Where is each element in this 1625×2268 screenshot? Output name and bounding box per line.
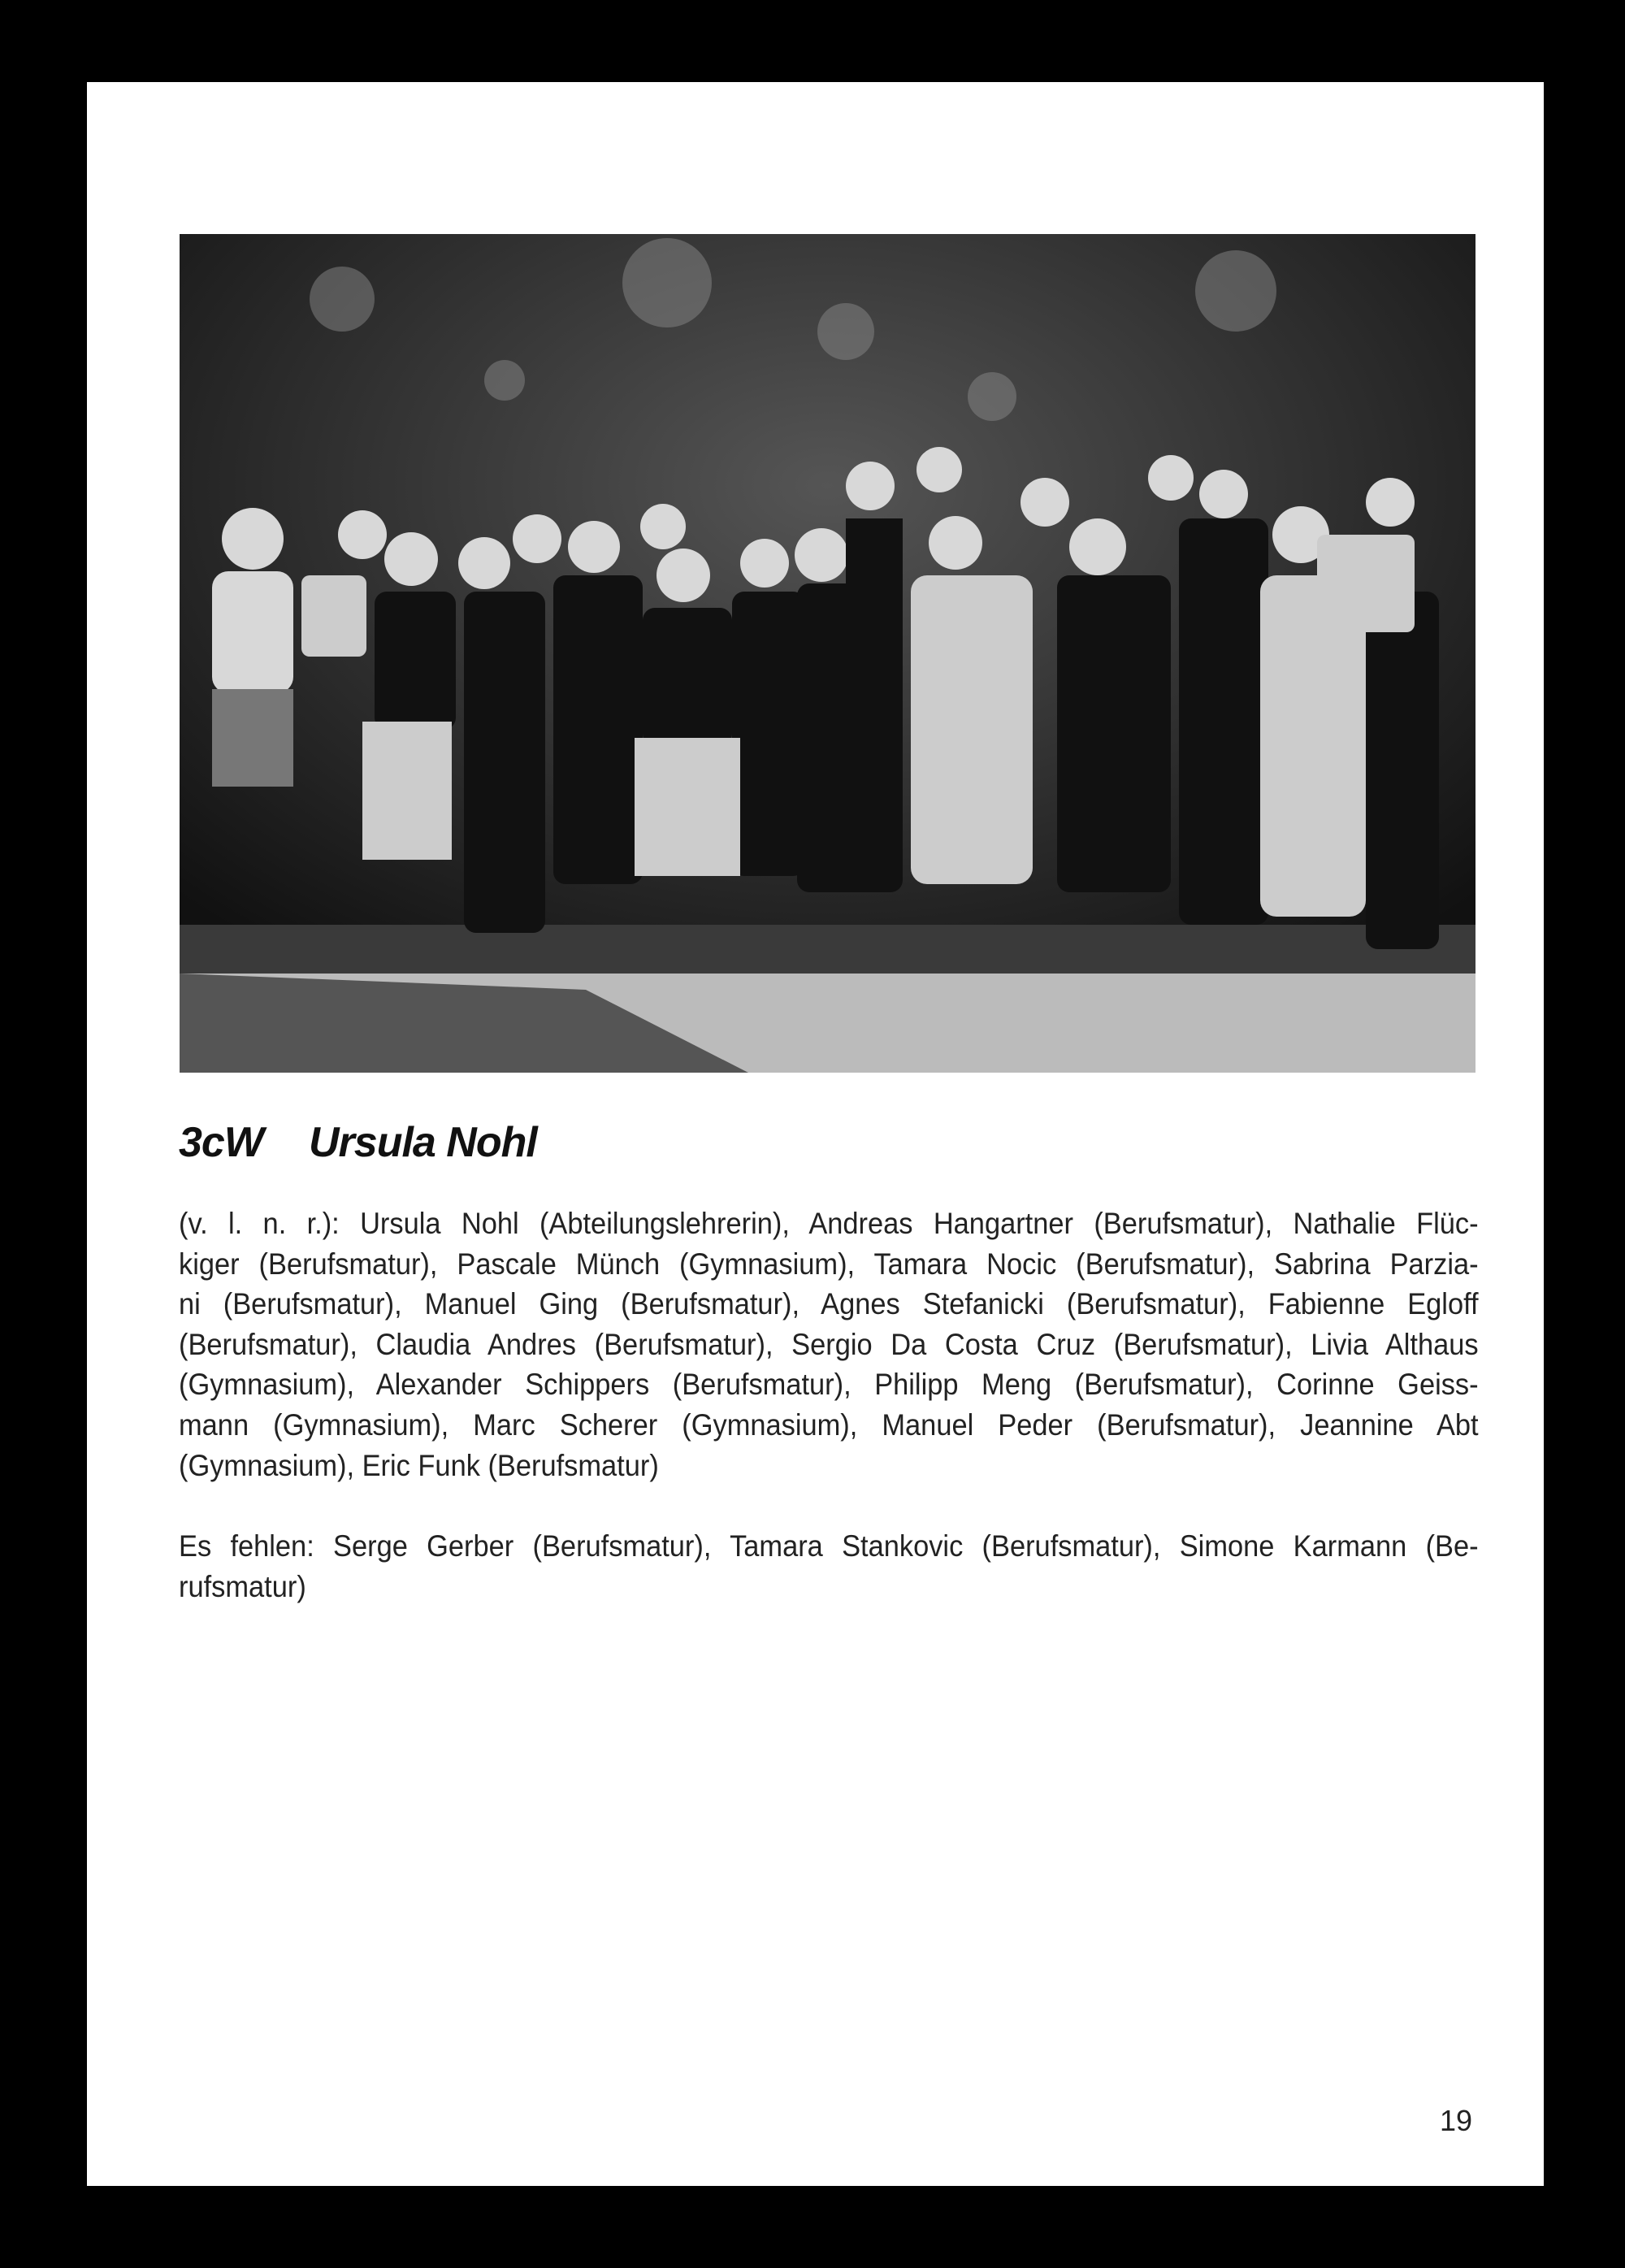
document-page	[87, 82, 1544, 2186]
page-number: 19	[1440, 2104, 1473, 2137]
caption-line: mann (Gymnasium), Marc Scherer (Gymnasium), Manuel Peder (Berufsmatur), Jeannine Abt	[179, 1407, 1479, 1442]
caption-line: (Berufsmatur), Claudia Andres (Berufsmatur), Sergio Da Costa Cruz (Berufsmatur), Livia Althaus	[179, 1327, 1479, 1361]
class-group-photo	[180, 234, 1476, 1073]
absent-line: rufsmatur)	[179, 1569, 306, 1603]
caption-line: ni (Berufsmatur), Manuel Ging (Berufsmatur), Agnes Stefanicki (Berufsmatur), Fabienne Egloff	[179, 1287, 1479, 1321]
group-photo-image	[180, 234, 1476, 1073]
caption-line: (Gymnasium), Alexander Schippers (Berufsmatur), Philipp Meng (Berufsmatur), Corinne Geiss-	[179, 1368, 1479, 1402]
caption-line: kiger (Berufsmatur), Pascale Münch (Gymnasium), Tamara Nocic (Berufsmatur), Sabrina Parzia-	[179, 1247, 1479, 1281]
caption-line: (Gymnasium), Eric Funk (Berufsmatur)	[179, 1448, 659, 1482]
photo-caption	[179, 1203, 1479, 1607]
teacher-name: Ursula Nohl	[309, 1119, 537, 1166]
caption-line: (v. l. n. r.): Ursula Nohl (Abteilungslehrerin), Andreas Hangartner (Berufsmatur), Nathalie Flüc-	[179, 1207, 1479, 1240]
section-heading	[179, 1118, 537, 1167]
class-code: 3cW	[179, 1119, 263, 1166]
absent-line: Es fehlen: Serge Gerber (Berufsmatur), Tamara Stankovic (Berufsmatur), Simone Karmann (Be-	[179, 1529, 1479, 1563]
